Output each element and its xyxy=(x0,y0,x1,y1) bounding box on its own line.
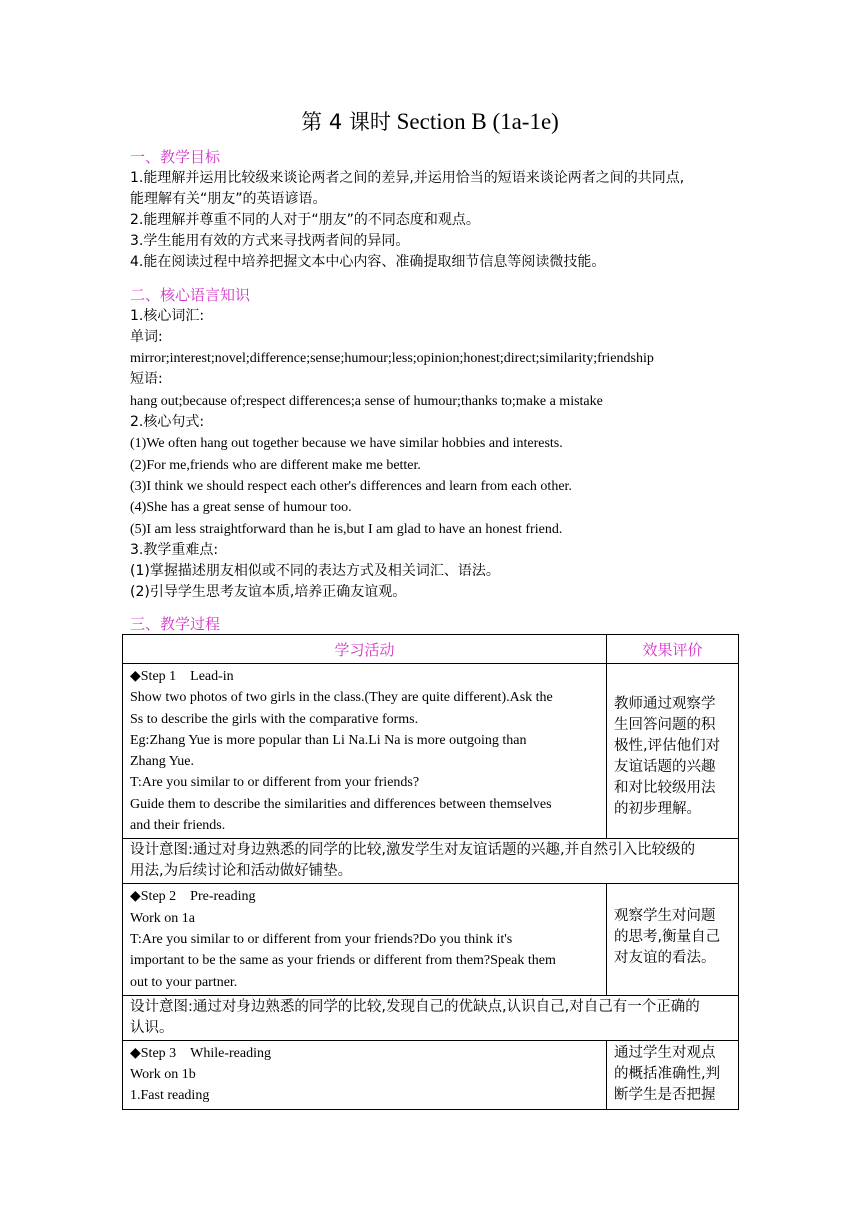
table-row-intent1 xyxy=(123,839,739,884)
sentence-item: (5)I am less straightforward than he is,but I am glad to have an honest friend. xyxy=(130,522,563,537)
step2-line: T:Are you similar to or different from your friends?Do you think it's xyxy=(130,931,513,947)
eval-line: 通过学生对观点 xyxy=(614,1044,716,1061)
keypoint-item: (1)掌握描述朋友相似或不同的表达方式及相关词汇、语法。 xyxy=(130,563,500,579)
table-row-step3 xyxy=(123,1040,739,1109)
step1-line: Show two photos of two girls in the class.(They are quite different).Ask the xyxy=(130,690,553,706)
step3-evaluation xyxy=(607,1040,739,1109)
table-row-intent2 xyxy=(123,995,739,1040)
eval-line: 极性,评估他们对 xyxy=(614,738,721,754)
step2-evaluation xyxy=(607,884,739,995)
sentence-item: (2)For me,friends who are different make me better. xyxy=(130,458,421,473)
intent-line: 用法,为后续讨论和活动做好铺垫。 xyxy=(130,863,353,880)
sentence-item: (4)She has a great sense of humour too. xyxy=(130,500,352,515)
section-heading-objectives: 一、教学目标 xyxy=(130,148,221,166)
objective-line: 4.能在阅读过程中培养把握文本中心内容、准确提取细节信息等阅读微技能。 xyxy=(130,254,606,270)
phrases-label: 短语: xyxy=(130,371,163,387)
eval-line: 的初步理解。 xyxy=(614,801,701,817)
eval-line: 对友谊的看法。 xyxy=(614,950,716,967)
intent-line: 设计意图:通过对身边熟悉的同学的比较,激发学生对友谊话题的兴趣,并自然引入比较级的 xyxy=(130,842,696,859)
phrases-list: hang out;because of;respect differences;a sense of humour;thanks to;make a mistake xyxy=(130,394,603,409)
step1-line: Ss to describe the girls with the comparative forms. xyxy=(130,711,419,727)
page-title xyxy=(0,106,860,136)
step2-line: out to your partner. xyxy=(130,974,238,990)
table-header-row xyxy=(123,635,739,664)
teaching-process-table xyxy=(122,634,739,1110)
eval-line: 的概括准确性,判 xyxy=(614,1065,721,1082)
step2-line: ◆Step 2 Pre-reading xyxy=(130,889,256,905)
step3-line: 1.Fast reading xyxy=(130,1088,210,1104)
step2-line: important to be the same as your friends or different from them?Speak them xyxy=(130,953,556,969)
eval-line: 观察学生对问题 xyxy=(614,908,716,925)
step1-line: T:Are you similar to or different from your friends? xyxy=(130,775,420,791)
eval-line: 断学生是否把握 xyxy=(614,1086,716,1103)
intent-line: 设计意图:通过对身边熟悉的同学的比较,发现自己的优缺点,认识自己,对自己有一个正确的 xyxy=(130,998,700,1015)
table-row-step2 xyxy=(123,884,739,995)
step1-evaluation xyxy=(607,664,739,839)
section-heading-process: 三、教学过程 xyxy=(130,615,221,633)
intent-line: 认识。 xyxy=(130,1019,174,1036)
sentence-item: (3)I think we should respect each other's differences and learn from each other. xyxy=(130,479,572,494)
step1-line: ◆Step 1 Lead-in xyxy=(130,669,234,684)
step1-line: Zhang Yue. xyxy=(130,754,195,770)
words-list: mirror;interest;novel;difference;sense;humour;less;opinion;honest;direct;similarity;friendship xyxy=(130,351,654,366)
keypoint-item: (2)引导学生思考友谊本质,培养正确友谊观。 xyxy=(130,584,407,600)
step1-design-intent xyxy=(123,839,739,884)
objective-line: 1.能理解并运用比较级来谈论两者之间的差异,并运用恰当的短语来谈论两者之间的共同点, xyxy=(130,170,685,186)
title-section: Section B (1a-1e) xyxy=(396,109,559,134)
step2-activity xyxy=(123,884,607,995)
objective-line: 2.能理解并尊重不同的人对于“朋友”的不同态度和观点。 xyxy=(130,212,480,228)
step1-line: Eg:Zhang Yue is more popular than Li Na.Li Na is more outgoing than xyxy=(130,732,527,748)
sentence-item: (1)We often hang out together because we have similar hobbies and interests. xyxy=(130,436,563,451)
keypoints-title: 3.教学重难点: xyxy=(130,542,219,558)
words-label: 单词: xyxy=(130,329,163,345)
objective-line: 3.学生能用有效的方式来寻找两者间的异同。 xyxy=(130,233,410,249)
step1-line: and their friends. xyxy=(130,818,226,834)
table-row-step1 xyxy=(123,664,739,839)
header-activity: 学习活动 xyxy=(123,635,607,664)
step3-activity xyxy=(123,1040,607,1109)
section-heading-knowledge: 二、核心语言知识 xyxy=(130,286,251,304)
title-lesson-number: 第 4 课时 xyxy=(301,110,391,134)
step3-line: Work on 1b xyxy=(130,1067,196,1083)
step1-activity xyxy=(123,664,607,839)
eval-line: 的思考,衡量自己 xyxy=(614,929,721,946)
eval-line: 和对比较级用法 xyxy=(614,780,716,796)
vocab-title: 1.核心词汇: xyxy=(130,308,205,324)
eval-line: 友谊话题的兴趣 xyxy=(614,759,716,775)
header-evaluation: 效果评价 xyxy=(607,635,739,664)
step2-line: Work on 1a xyxy=(130,910,195,926)
step1-line: Guide them to describe the similarities and differences between themselves xyxy=(130,796,552,812)
eval-line: 教师通过观察学 xyxy=(614,696,716,712)
eval-line: 生回答问题的积 xyxy=(614,717,716,733)
sentences-title: 2.核心句式: xyxy=(130,414,205,430)
step3-line: ◆Step 3 While-reading xyxy=(130,1045,272,1061)
objective-line: 能理解有关“朋友”的英语谚语。 xyxy=(130,191,327,207)
step2-design-intent xyxy=(123,995,739,1040)
